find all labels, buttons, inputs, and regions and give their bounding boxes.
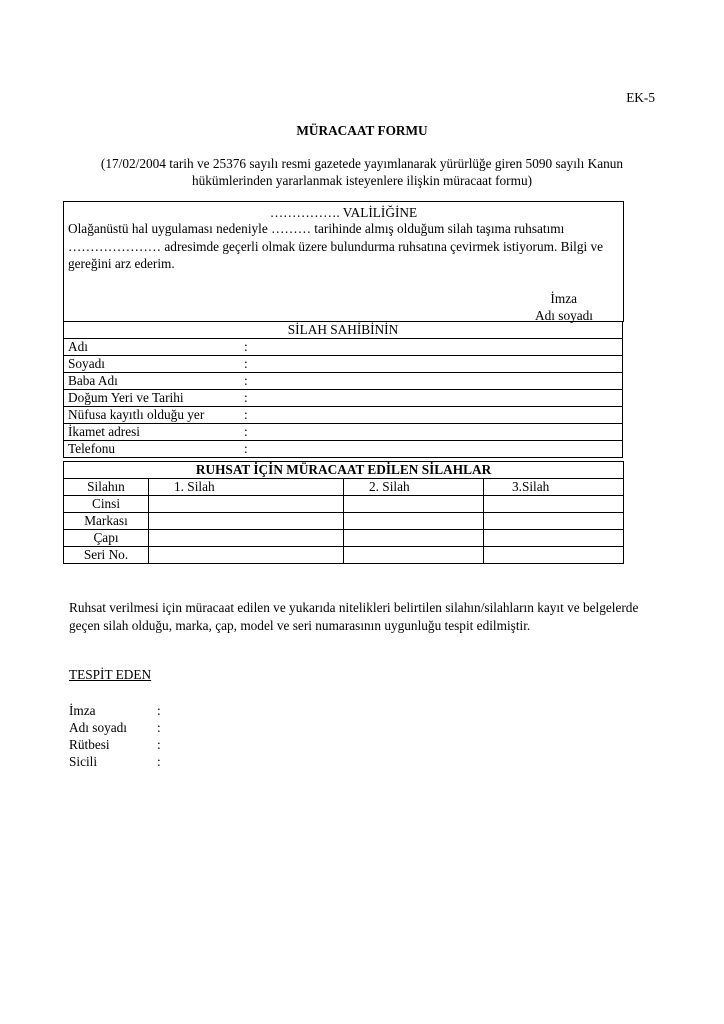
field-colon: : [244,390,248,405]
owner-field-name[interactable] [64,339,623,356]
col-weapon-1: 1. Silah [149,479,344,496]
field-colon: : [244,356,248,371]
cell[interactable] [484,530,624,547]
cell[interactable] [149,547,344,564]
petition-box [63,201,624,322]
owner-table [63,321,623,458]
field-label: Adı [68,339,88,354]
col-weapon-3: 3.Silah [484,479,624,496]
field-colon: : [244,424,248,439]
owner-field-address[interactable] [64,424,623,441]
field-label: İkamet adresi [68,424,140,439]
field-colon: : [244,373,248,388]
field-label: İmza [69,703,96,718]
owner-field-birth[interactable] [64,390,623,407]
owner-heading: SİLAH SAHİBİNİN [64,322,623,339]
weapons-heading: RUHSAT İÇİN MÜRACAAT EDİLEN SİLAHLAR [64,462,624,479]
owner-field-surname[interactable] [64,356,623,373]
row-serial: Seri No. [64,547,149,564]
field-colon: : [157,754,161,769]
col-weapon-2: 2. Silah [344,479,484,496]
cell[interactable] [149,496,344,513]
annex-code: EK-5 [626,90,655,105]
row-type: Cinsi [64,496,149,513]
field-label: Adı soyadı [69,720,127,735]
verifier-name [69,720,161,736]
governorship-line: ……………. VALİLİĞİNE [269,205,418,220]
field-label: Telefonu [68,441,116,456]
petition-signature [535,290,593,324]
field-label: Nüfusa kayıtlı olduğu yer [68,407,205,422]
petition-text: Olağanüstü hal uygulaması nedeniyle ……… tarihinde almış olduğum silah taşıma ruhsatımı ………………… adresimde geçerli olmak üzere bulundurma ruhsatına çevirmek istiyorum. Bilgi ve gereğini arz ederim. [68,221,604,271]
weapons-table [63,461,624,564]
field-colon: : [157,720,161,735]
form-subtitle: (17/02/2004 tarih ve 25376 sayılı resmi gazetede yayımlanarak yürürlüğe giren 5090 sayılı Kanun hükümlerinden yararlanmak isteyenlere ilişkin müracaat formu) [100,156,624,188]
field-label: Soyadı [68,356,105,371]
verifier-rank [69,737,161,753]
cell[interactable] [484,547,624,564]
field-label: Doğum Yeri ve Tarihi [68,390,184,405]
field-label: Rütbesi [69,737,110,752]
field-colon: : [244,441,248,456]
cell[interactable] [484,496,624,513]
cell[interactable] [344,547,484,564]
name-label: Adı soyadı [535,308,593,323]
signature-label: İmza [550,291,577,306]
row-caliber: Çapı [64,530,149,547]
row-brand: Markası [64,513,149,530]
owner-field-phone[interactable] [64,441,623,458]
verifier-registry [69,754,161,770]
col-weapon: Silahın [64,479,149,496]
owner-field-father[interactable] [64,373,623,390]
cell[interactable] [149,530,344,547]
cell[interactable] [484,513,624,530]
cell[interactable] [149,513,344,530]
field-label: Baba Adı [68,373,118,388]
field-label: Sicili [69,754,98,769]
cell[interactable] [344,530,484,547]
field-colon: : [244,407,248,422]
verifier-heading: TESPİT EDEN [69,667,152,682]
cell[interactable] [344,513,484,530]
verification-text: Ruhsat verilmesi için müracaat edilen ve yukarıda nitelikleri belirtilen silahın/silahların kayıt ve belgelerde geçen silah olduğu, marka, çap, model ve seri numarasının uygunluğu tespit edilmiştir. [69,600,639,633]
field-colon: : [157,703,161,718]
owner-field-registry[interactable] [64,407,623,424]
field-colon: : [244,339,248,354]
verifier-signature [69,703,161,719]
field-colon: : [157,737,161,752]
form-title: MÜRACAAT FORMU [296,123,428,138]
cell[interactable] [344,496,484,513]
